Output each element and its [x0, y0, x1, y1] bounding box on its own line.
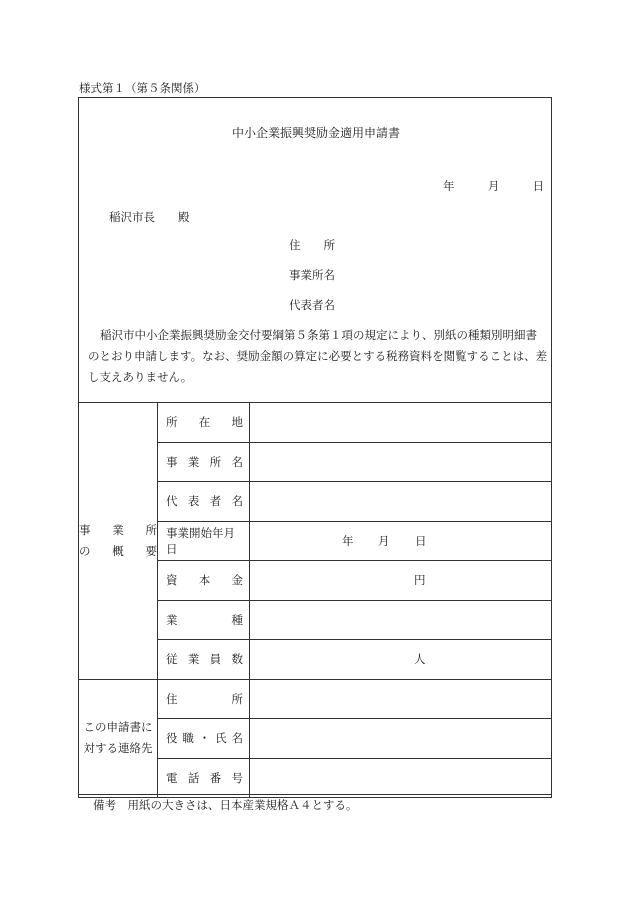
form-number: 様式第１（第５条関係） [79, 81, 206, 95]
application-form [78, 97, 552, 795]
start-date-year-unit: 年 [342, 533, 354, 548]
location-label: 所 在 地 [158, 403, 250, 443]
form-title: 中小企業振興奨励金適用申請書 [231, 126, 400, 140]
start-date-label: 事業開始年月日 [158, 521, 250, 561]
details-table [78, 402, 552, 798]
industry-field[interactable] [250, 600, 552, 640]
contact-title-name-field[interactable] [250, 719, 552, 759]
business-name-field[interactable] [250, 442, 552, 482]
capital-field[interactable] [250, 561, 552, 601]
employees-field[interactable] [250, 640, 552, 680]
application-statement: 稲沢市中小企業振興奨励金交付要綱第５条第１項の規定により、別紙の種類別明細書のとおり申請します。なお、奨励金額の算定に必要とする税務資料を閲覧することは、差し支えありません。 [88, 328, 548, 384]
applicant-representative-label: 代表者名 [289, 298, 335, 312]
employees-label: 従 業 員 数 [158, 640, 250, 680]
start-date-day-unit: 日 [415, 533, 427, 548]
contact-address-label: 住 所 [158, 679, 250, 719]
date-line [443, 178, 544, 194]
contact-address-field[interactable] [250, 679, 552, 719]
industry-label: 業 種 [158, 600, 250, 640]
business-name-label: 事 業 所 名 [158, 442, 250, 482]
location-field[interactable] [250, 403, 552, 443]
representative-field[interactable] [250, 482, 552, 522]
capital-label: 資 本 金 [158, 561, 250, 601]
employees-unit: 人 [414, 652, 426, 667]
applicant-business-name-label: 事業所名 [289, 268, 335, 282]
contact-category: この申請書に 対する連絡先 [79, 679, 158, 798]
applicant-address-label: 住 所 [289, 238, 335, 252]
table-row [79, 403, 552, 443]
contact-phone-label: 電 話 番 号 [158, 758, 250, 798]
date-year-label: 年 [443, 179, 455, 193]
remarks-note: 備考 用紙の大きさは、日本産業規格Ａ４とする。 [93, 798, 358, 812]
date-day-label: 日 [532, 179, 545, 193]
start-date-month-unit: 月 [378, 533, 390, 548]
capital-unit: 円 [414, 573, 426, 588]
contact-title-name-label: 役 職 ・ 氏 名 [158, 719, 250, 759]
date-month-label: 月 [487, 179, 500, 193]
addressee: 稲沢市長 殿 [109, 210, 190, 224]
contact-phone-field[interactable] [250, 758, 552, 798]
representative-label: 代 表 者 名 [158, 482, 250, 522]
table-row [79, 679, 552, 719]
overview-category: 事 業 所 の 概 要 [79, 403, 158, 680]
start-date-field[interactable] [250, 521, 552, 561]
